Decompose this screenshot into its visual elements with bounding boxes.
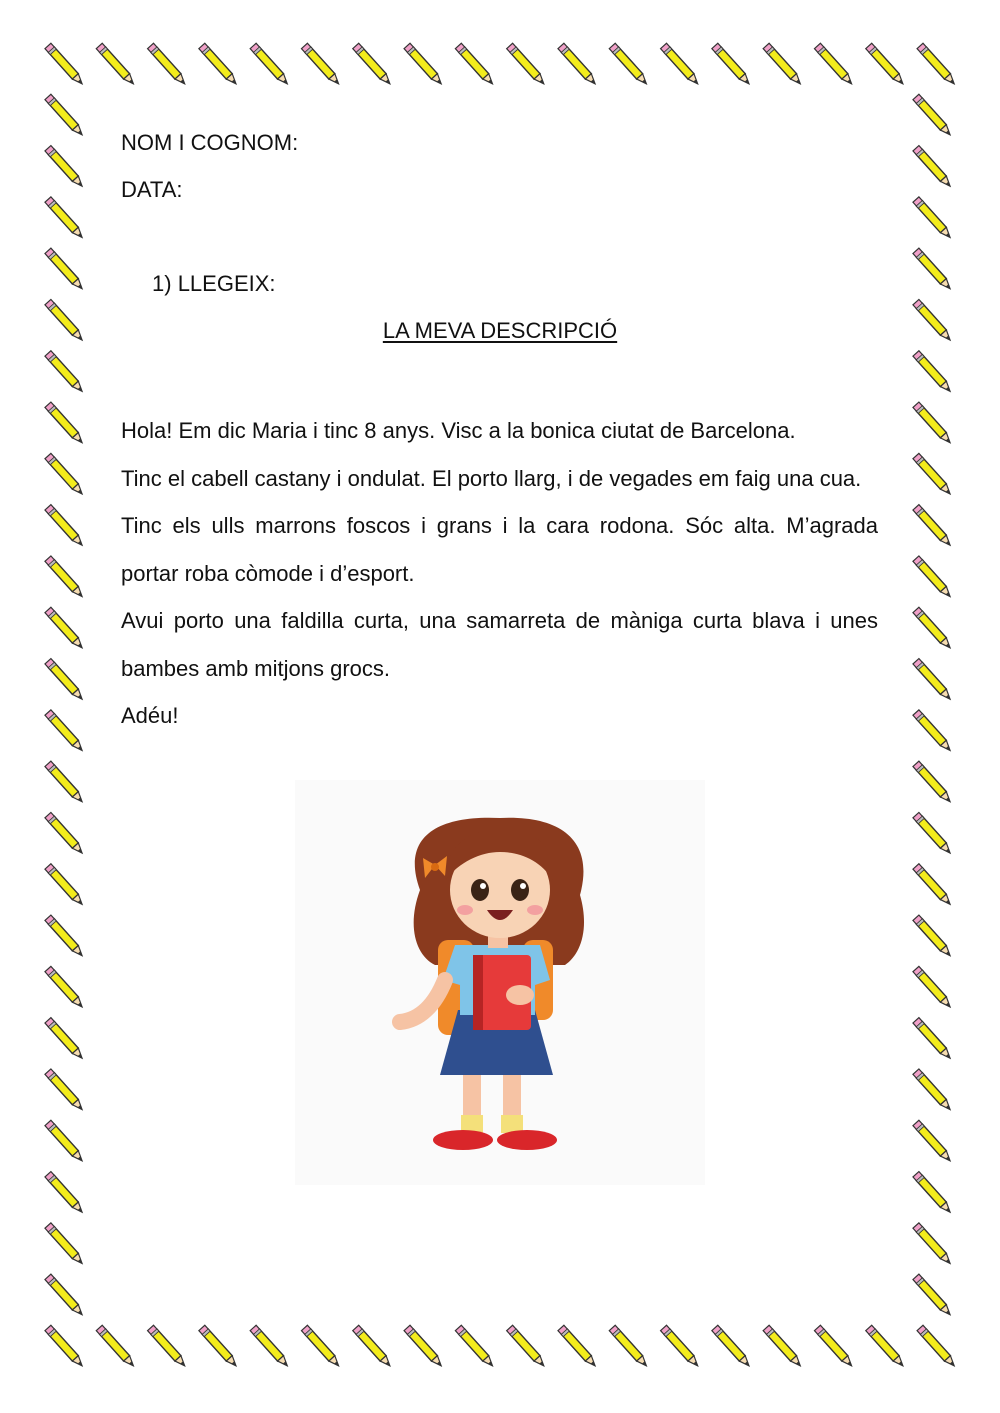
pencil-icon <box>45 453 85 496</box>
pencil-icon <box>661 43 701 86</box>
pencil-icon <box>913 1069 953 1112</box>
pencil-icon <box>404 43 444 86</box>
paragraph: Tinc el cabell castany i ondulat. El porto llarg, i de vegades em faig una cua. <box>121 465 862 491</box>
pencil-icon <box>763 1325 803 1368</box>
pencil-icon <box>609 43 649 86</box>
date-label: DATA: <box>121 177 183 202</box>
pencil-icon <box>507 1325 547 1368</box>
name-label: NOM I COGNOM: <box>121 130 299 155</box>
pencil-icon <box>250 1325 290 1368</box>
pencil-icon <box>148 43 188 86</box>
pencil-icon <box>455 43 495 86</box>
pencil-icon <box>45 1018 85 1061</box>
pencil-icon <box>913 197 953 240</box>
reading-title-text: LA MEVA DESCRIPCIÓ <box>382 318 618 343</box>
pencil-icon <box>45 94 85 137</box>
pencil-icon <box>250 43 290 86</box>
pencil-icon <box>353 1325 393 1368</box>
pencil-icon <box>45 1274 85 1317</box>
pencil-icon <box>558 1325 598 1368</box>
pencil-icon <box>866 43 906 86</box>
pencil-icon <box>301 43 341 86</box>
pencil-icon <box>763 43 803 86</box>
pencil-icon <box>917 1325 957 1368</box>
pencil-icon <box>45 659 85 702</box>
pencil-icon <box>913 351 953 394</box>
pencil-icon <box>661 1325 701 1368</box>
pencil-icon <box>96 43 136 86</box>
pencil-icon <box>148 1325 188 1368</box>
pencil-icon <box>913 915 953 958</box>
pencil-icon <box>609 1325 649 1368</box>
pencil-icon <box>45 1325 85 1368</box>
pencil-icon <box>814 43 854 86</box>
pencil-icon <box>913 402 953 445</box>
pencil-icon <box>913 1120 953 1163</box>
pencil-icon <box>913 710 953 753</box>
pencil-icon <box>45 915 85 958</box>
paragraph: Avui porto una faldilla curta, una samarreta de màniga curta blava i unes bambes amb mitjons grocs. <box>121 608 878 681</box>
pencil-icon <box>913 1274 953 1317</box>
pencil-icon <box>45 248 85 291</box>
pencil-icon <box>913 556 953 599</box>
pencil-icon <box>45 761 85 804</box>
paragraph: Adéu! <box>121 703 179 728</box>
exercise-number: 1) <box>152 271 172 296</box>
pencil-icon <box>199 43 239 86</box>
pencil-icon <box>712 1325 752 1368</box>
pencil-icon <box>913 146 953 189</box>
pencil-icon <box>913 453 953 496</box>
pencil-icon <box>45 351 85 394</box>
pencil-icon <box>301 1325 341 1368</box>
pencil-icon <box>913 761 953 804</box>
pencil-icon <box>913 812 953 855</box>
pencil-icon <box>913 607 953 650</box>
pencil-icon <box>913 864 953 907</box>
pencil-icon <box>913 1172 953 1215</box>
pencil-icon <box>45 146 85 189</box>
pencil-icon <box>913 94 953 137</box>
pencil-icon <box>45 402 85 445</box>
pencil-icon <box>45 1120 85 1163</box>
pencil-icon <box>45 1172 85 1215</box>
pencil-icon <box>455 1325 495 1368</box>
pencil-icon <box>45 966 85 1009</box>
paragraph: Tinc els ulls marrons foscos i grans i la cara rodona. Sóc alta. M’agrada portar roba còmode i d’esport. <box>121 513 878 586</box>
pencil-icon <box>913 966 953 1009</box>
pencil-icon <box>199 1325 239 1368</box>
pencil-icon <box>353 43 393 86</box>
pencil-icon <box>45 197 85 240</box>
pencil-icon <box>45 556 85 599</box>
pencil-icon <box>866 1325 906 1368</box>
pencil-icon <box>45 864 85 907</box>
pencil-icon <box>913 659 953 702</box>
pencil-icon <box>96 1325 136 1368</box>
pencil-icon <box>913 248 953 291</box>
exercise-instruction: LLEGEIX: <box>177 271 276 296</box>
reading-title <box>0 316 1000 346</box>
pencil-icon <box>404 1325 444 1368</box>
pencil-icon <box>45 812 85 855</box>
pencil-icon <box>913 505 953 548</box>
pencil-icon <box>45 43 85 86</box>
exercise-heading <box>152 269 276 299</box>
pencil-icon <box>45 1069 85 1112</box>
pencil-icon <box>507 43 547 86</box>
pencil-icon <box>45 1223 85 1266</box>
pencil-icon <box>45 607 85 650</box>
pencil-icon <box>45 505 85 548</box>
pencil-icon <box>814 1325 854 1368</box>
pencil-icon <box>45 710 85 753</box>
paragraph: Hola! Em dic Maria i tinc 8 anys. Visc a la bonica ciutat de Barcelona. <box>121 418 796 443</box>
pencil-icon <box>913 1223 953 1266</box>
reading-text <box>121 407 878 740</box>
pencil-icon <box>558 43 598 86</box>
pencil-icon <box>913 1018 953 1061</box>
pencil-icon <box>712 43 752 86</box>
pencil-icon <box>917 43 957 86</box>
schoolgirl-illustration <box>295 780 705 1185</box>
